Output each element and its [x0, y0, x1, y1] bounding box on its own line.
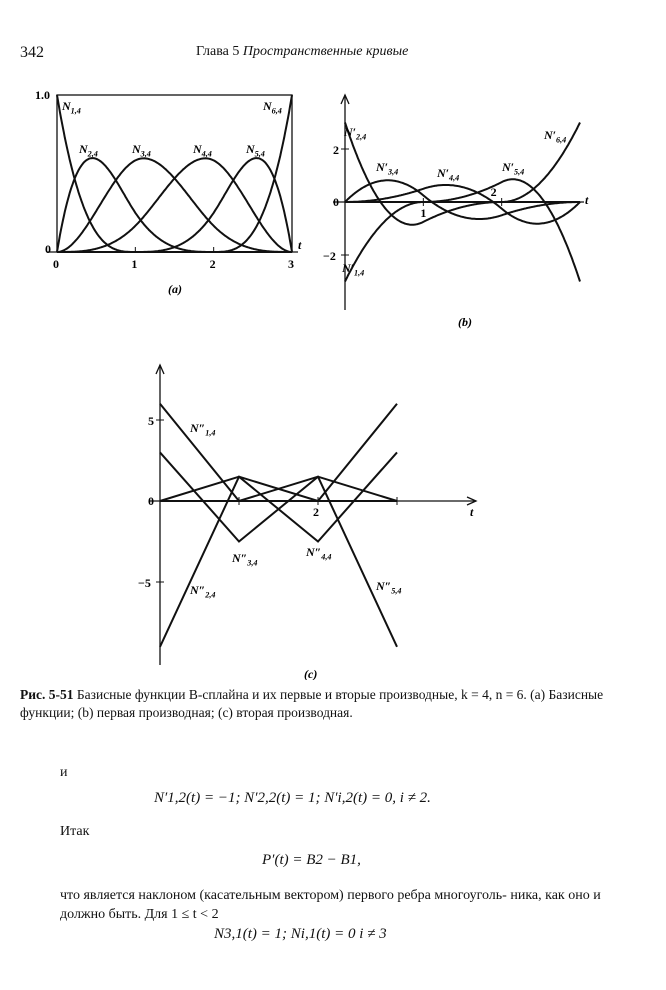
series-label-5: $N_{5,4}$: [246, 142, 265, 159]
series-label-1: $N_{1,4}$: [62, 99, 81, 116]
panel-label-c: (c): [304, 667, 318, 680]
series-label-3: $N''_{3,4}$: [232, 551, 258, 568]
figure-caption: [20, 686, 650, 722]
series-label-4: $N_{4,4}$: [193, 142, 212, 159]
caption-number: Рис. 5-51: [20, 687, 74, 702]
y-tick-label: 0: [45, 242, 51, 256]
series-label-2: $N_{2,4}$: [79, 142, 98, 159]
x-axis-label: t: [585, 193, 589, 207]
series-label-6: $N_{6,4}$: [263, 99, 282, 116]
series-label-3: $N_{3,4}$: [132, 142, 151, 159]
curve-5: [57, 158, 292, 252]
second-derivative-line-4: [160, 452, 397, 541]
panel-b: [323, 95, 589, 329]
x-tick-label: 0: [53, 257, 59, 271]
y-tick-label: 0: [148, 494, 154, 508]
curve-1: [57, 95, 292, 252]
panel-a: [35, 88, 302, 296]
series-label-4: $N''_{4,4}$: [306, 545, 332, 562]
x-tick-label: 1: [420, 206, 427, 220]
equation-1: N′1,2(t) = −1; N′2,2(t) = 1; N′i,2(t) = 0, i ≠ 2.: [154, 790, 431, 806]
x-tick-label: 2: [209, 257, 216, 271]
panel-label-a: (a): [168, 282, 182, 296]
series-label-1: $N''_{1,4}$: [190, 421, 216, 438]
curve-6: [57, 95, 292, 252]
text-and: и: [60, 765, 68, 780]
x-axis-label: t: [298, 238, 302, 252]
series-label-2: $N''_{2,4}$: [190, 583, 216, 600]
second-derivative-line-5: [160, 477, 397, 647]
y-tick-label: 2: [333, 143, 339, 157]
y-tick-label: 0: [333, 195, 339, 209]
x-tick-label: 2: [313, 505, 319, 519]
chapter-title: Пространственные кривые: [242, 44, 409, 59]
y-tick-label: −5: [138, 576, 151, 590]
x-tick-label: 1: [131, 257, 138, 271]
curve-3: [57, 158, 292, 252]
second-derivative-line-6: [160, 404, 397, 501]
series-label-6: $N'_{6,4}$: [544, 128, 567, 145]
series-label-1: $N'_{1,4}$: [342, 261, 365, 278]
series-label-5: $N'_{5,4}$: [502, 160, 525, 177]
y-tick-label: 5: [148, 414, 154, 428]
series-label-3: $N'_{3,4}$: [376, 160, 399, 177]
series-label-5: $N''_{5,4}$: [376, 579, 402, 596]
page-number: 342: [20, 44, 44, 61]
second-derivative-line-2: [160, 477, 397, 647]
derivative-curve-5: [345, 179, 580, 281]
text-so: Итак: [60, 824, 90, 839]
derivative-curve-1: [345, 202, 580, 282]
panel-label-b: (b): [458, 315, 472, 329]
curve-2: [57, 158, 292, 252]
second-derivative-line-1: [160, 404, 397, 501]
x-tick-label: 2: [490, 185, 497, 199]
curve-4: [57, 158, 292, 252]
series-label-4: $N'_{4,4}$: [437, 166, 460, 183]
equation-3: N3,1(t) = 1; Ni,1(t) = 0 i ≠ 3: [214, 926, 387, 942]
y-tick-label: −2: [323, 249, 336, 263]
series-label-2: $N'_{2,4}$: [344, 125, 367, 142]
second-derivative-line-3: [160, 452, 397, 541]
caption-text: Базисные функции B-сплайна и их первые и вторые производные, k = 4, n = 6. (a) Базисные функции; (b) первая производная; (c) вторая производная.: [20, 687, 604, 720]
equation-2: P′(t) = B2 − B1,: [262, 852, 361, 868]
paragraph: что является наклоном (касательным вектором) первого ребра многоуголь- ника, как оно и должно быть. Для 1 ≤ t < 2: [60, 888, 601, 922]
x-tick-label: 3: [288, 257, 294, 271]
x-axis-label: t: [470, 505, 474, 519]
panel-c: [138, 365, 476, 680]
y-tick-label: 1.0: [35, 88, 50, 102]
chapter-number: Глава 5: [196, 44, 240, 59]
plot-frame: [57, 95, 292, 252]
